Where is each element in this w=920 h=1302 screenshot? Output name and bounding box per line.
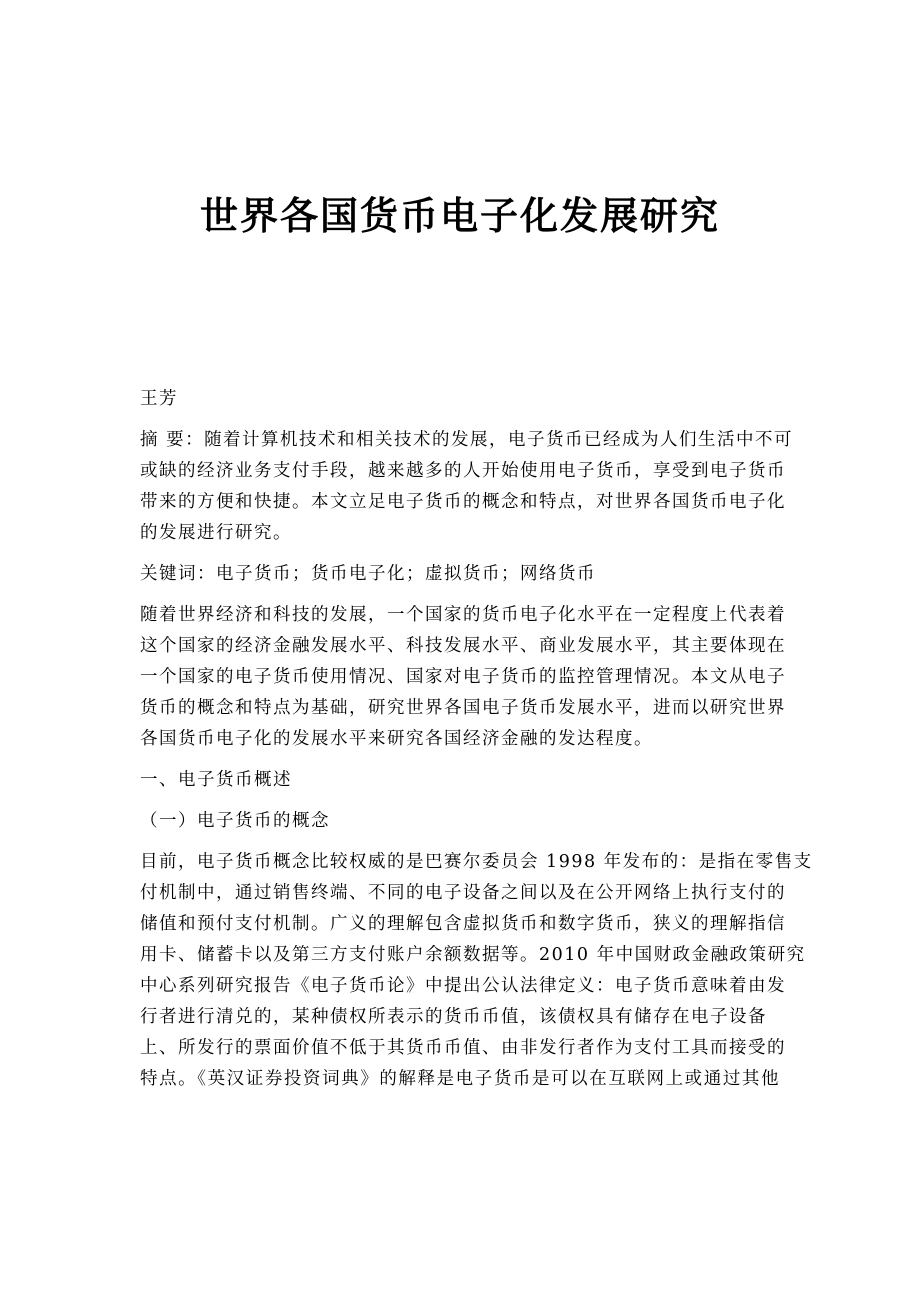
document-title: 世界各国货币电子化发展研究	[199, 193, 720, 238]
body-line: 行者进行清兑的，某种债权所表示的货币币值，该债权具有储存在电子设备	[140, 1007, 767, 1027]
body-line: 付机制中，通过销售终端、不同的电子设备之间以及在公开网络上执行支付的	[140, 883, 786, 903]
document-body	[140, 384, 813, 1105]
body-line: 特点。《英汉证券投资词典》的解释是电子货币是可以在互联网上或通过其他	[140, 1069, 780, 1089]
abstract-paragraph	[140, 425, 794, 549]
body-line: 中心系列研究报告《电子货币论》中提出公认法律定义：电子货币意味着由发	[140, 976, 786, 996]
keywords-paragraph	[140, 559, 780, 590]
body-paragraph	[140, 847, 813, 1095]
intro-line: 货币的概念和特点为基础，研究世界各国电子货币发展水平，进而以研究世界	[140, 698, 786, 718]
section-heading	[140, 765, 780, 796]
abstract-line: 的发展进行研究。	[140, 523, 292, 543]
intro-line: 各国货币电子化的发展水平来研究各国经济金融的发达程度。	[140, 729, 653, 749]
section-1-heading: 一、电子货币概述	[140, 770, 292, 790]
abstract-line: 摘 要：随着计算机技术和相关技术的发展，电子货币已经成为人们生活中不可	[140, 430, 794, 450]
body-line: 用卡、储蓄卡以及第三方支付账户余额数据等。2010 年中国财政金融政策研究	[140, 945, 806, 965]
intro-paragraph	[140, 600, 786, 755]
abstract-line: 或缺的经济业务支付手段，越来越多的人开始使用电子货币，享受到电子货币	[140, 461, 786, 481]
body-line: 储值和预付支付机制。广义的理解包含虚拟货币和数字货币，狭义的理解指信	[140, 914, 786, 934]
subsection-heading	[140, 806, 780, 837]
intro-line: 随着世界经济和科技的发展，一个国家的货币电子化水平在一定程度上代表着	[140, 605, 786, 625]
intro-line: 这个国家的经济金融发展水平、科技发展水平、商业发展水平，其主要体现在	[140, 636, 786, 656]
body-line: 目前，电子货币概念比较权威的是巴赛尔委员会 1998 年发布的：是指在零售支	[140, 852, 813, 872]
body-line: 上、所发行的票面价值不低于其货币币值、由非发行者作为支付工具而接受的	[140, 1038, 786, 1058]
intro-line: 一个国家的电子货币使用情况、国家对电子货币的监控管理情况。本文从电子	[140, 667, 786, 687]
keywords-line: 关键词：电子货币；货币电子化；虚拟货币；网络货币	[140, 564, 596, 584]
author-name: 王芳	[140, 389, 178, 409]
author-line	[140, 384, 780, 415]
subsection-1-heading: （一）电子货币的概念	[140, 811, 330, 831]
abstract-line: 带来的方便和快捷。本文立足电子货币的概念和特点，对世界各国货币电子化	[140, 492, 786, 512]
